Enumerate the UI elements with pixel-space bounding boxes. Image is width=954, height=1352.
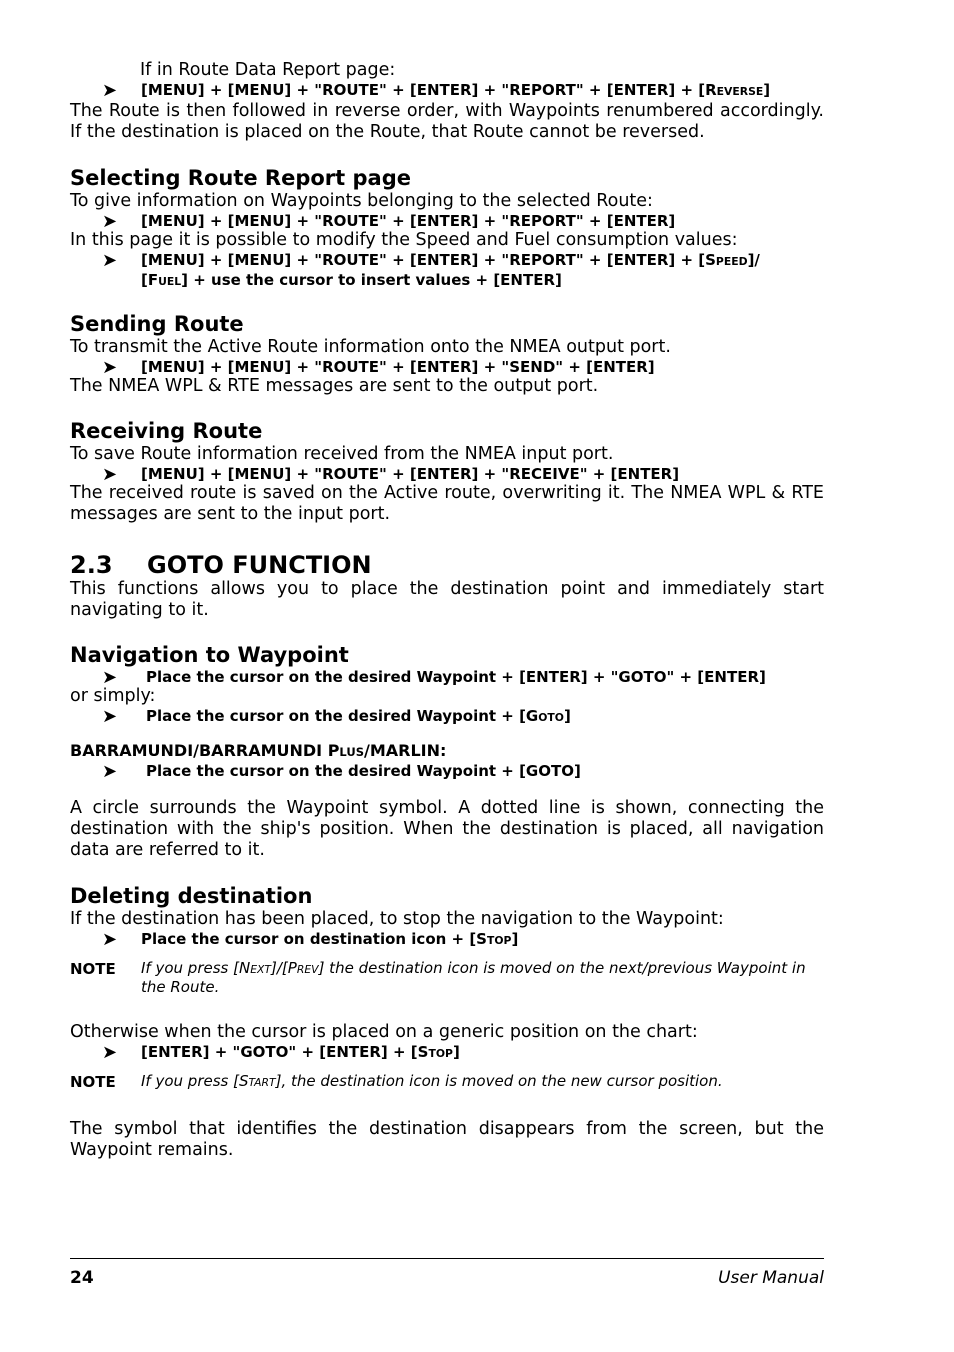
generic-stop-command: ➤ [ENTER] + "GOTO" + [ENTER] + [STOP] bbox=[102, 1042, 460, 1063]
route-report-intro: If in Route Data Report page: bbox=[140, 60, 396, 80]
speed-fuel-command: ➤ [MENU] + [MENU] + "ROUTE" + [ENTER] + "REPORT" + [ENTER] + [SPEED]/ [FUEL] + use the cursor to insert values + [ENTER] bbox=[102, 250, 760, 289]
arrow-bullet-icon: ➤ bbox=[102, 357, 118, 378]
chapter-heading-goto: 2.3 GOTO FUNCTION bbox=[70, 551, 372, 579]
section-heading-sending-route: Sending Route bbox=[70, 312, 244, 336]
arrow-bullet-icon: ➤ bbox=[102, 761, 118, 782]
arrow-bullet-icon: ➤ bbox=[102, 706, 118, 727]
stop-command: ➤ Place the cursor on destination icon + [STOP] bbox=[102, 929, 519, 950]
destination-symbol-description: The symbol that identifies the destination disappears from the screen, but the Waypoint remains. bbox=[70, 1118, 824, 1160]
arrow-bullet-icon: ➤ bbox=[102, 211, 118, 232]
arrow-bullet-icon: ➤ bbox=[102, 929, 118, 950]
note-start: NOTE If you press [START], the destination icon is moved on the new cursor position. bbox=[70, 1072, 723, 1091]
route-report-modify-text: In this page it is possible to modify the Speed and Fuel consumption values: bbox=[70, 230, 738, 250]
sending-route-result: The NMEA WPL & RTE messages are sent to the output port. bbox=[70, 376, 599, 396]
navigation-description: A circle surrounds the Waypoint symbol. A dotted line is shown, connecting the destination with the ship's position. When the destination is placed, all navigation data are referred to it. bbox=[70, 798, 824, 860]
send-route-command: ➤ [MENU] + [MENU] + "ROUTE" + [ENTER] + "SEND" + [ENTER] bbox=[102, 357, 655, 378]
receive-route-command: ➤ [MENU] + [MENU] + "ROUTE" + [ENTER] + "RECEIVE" + [ENTER] bbox=[102, 464, 680, 485]
arrow-bullet-icon: ➤ bbox=[102, 250, 118, 271]
section-heading-deleting: Deleting destination bbox=[70, 884, 313, 908]
manual-page bbox=[70, 60, 824, 1161]
page-number: 24 bbox=[70, 1268, 94, 1288]
note-next-prev: NOTE If you press [NEXT]/[PREV] the destination icon is moved on the next/previous Waypoint in the Route. bbox=[70, 959, 806, 996]
footer-divider bbox=[70, 1258, 824, 1259]
footer-title: User Manual bbox=[718, 1268, 824, 1288]
or-simply-text: or simply: bbox=[70, 686, 156, 706]
goto-description: This functions allows you to place the destination point and immediately start navigating to it. bbox=[70, 579, 824, 620]
section-heading-route-report: Selecting Route Report page bbox=[70, 166, 411, 190]
deleting-text: If the destination has been placed, to stop the navigation to the Waypoint: bbox=[70, 909, 724, 929]
receiving-route-text: To save Route information received from the NMEA input port. bbox=[70, 444, 614, 464]
goto-key-command: ➤ Place the cursor on the desired Waypoint + [GOTO] bbox=[102, 706, 571, 727]
reverse-route-description: The Route is then followed in reverse order, with Waypoints renumbered accordingly. If the destination is placed on the Route, that Route cannot be reversed. bbox=[70, 101, 824, 142]
goto-waypoint-command: ➤ Place the cursor on the desired Waypoint + [ENTER] + "GOTO" + [ENTER] bbox=[102, 667, 766, 688]
reverse-route-command: ➤ [MENU] + [MENU] + "ROUTE" + [ENTER] + "REPORT" + [ENTER] + [REVERSE] bbox=[102, 80, 771, 101]
arrow-bullet-icon: ➤ bbox=[102, 464, 118, 485]
receiving-route-result: The received route is saved on the Active route, overwriting it. The NMEA WPL & RTE messages are sent to the input port. bbox=[70, 483, 824, 524]
models-label: BARRAMUNDI/BARRAMUNDI PLUS/MARLIN: bbox=[70, 741, 447, 760]
arrow-bullet-icon: ➤ bbox=[102, 667, 118, 688]
models-goto-command: ➤ Place the cursor on the desired Waypoint + [GOTO] bbox=[102, 761, 581, 782]
route-report-command: ➤ [MENU] + [MENU] + "ROUTE" + [ENTER] + "REPORT" + [ENTER] bbox=[102, 211, 676, 232]
arrow-bullet-icon: ➤ bbox=[102, 80, 118, 101]
generic-position-text: Otherwise when the cursor is placed on a generic position on the chart: bbox=[70, 1022, 698, 1042]
section-heading-receiving-route: Receiving Route bbox=[70, 419, 263, 443]
route-report-text: To give information on Waypoints belonging to the selected Route: bbox=[70, 191, 653, 211]
section-heading-navigation: Navigation to Waypoint bbox=[70, 643, 349, 667]
arrow-bullet-icon: ➤ bbox=[102, 1042, 118, 1063]
sending-route-text: To transmit the Active Route information onto the NMEA output port. bbox=[70, 337, 671, 357]
